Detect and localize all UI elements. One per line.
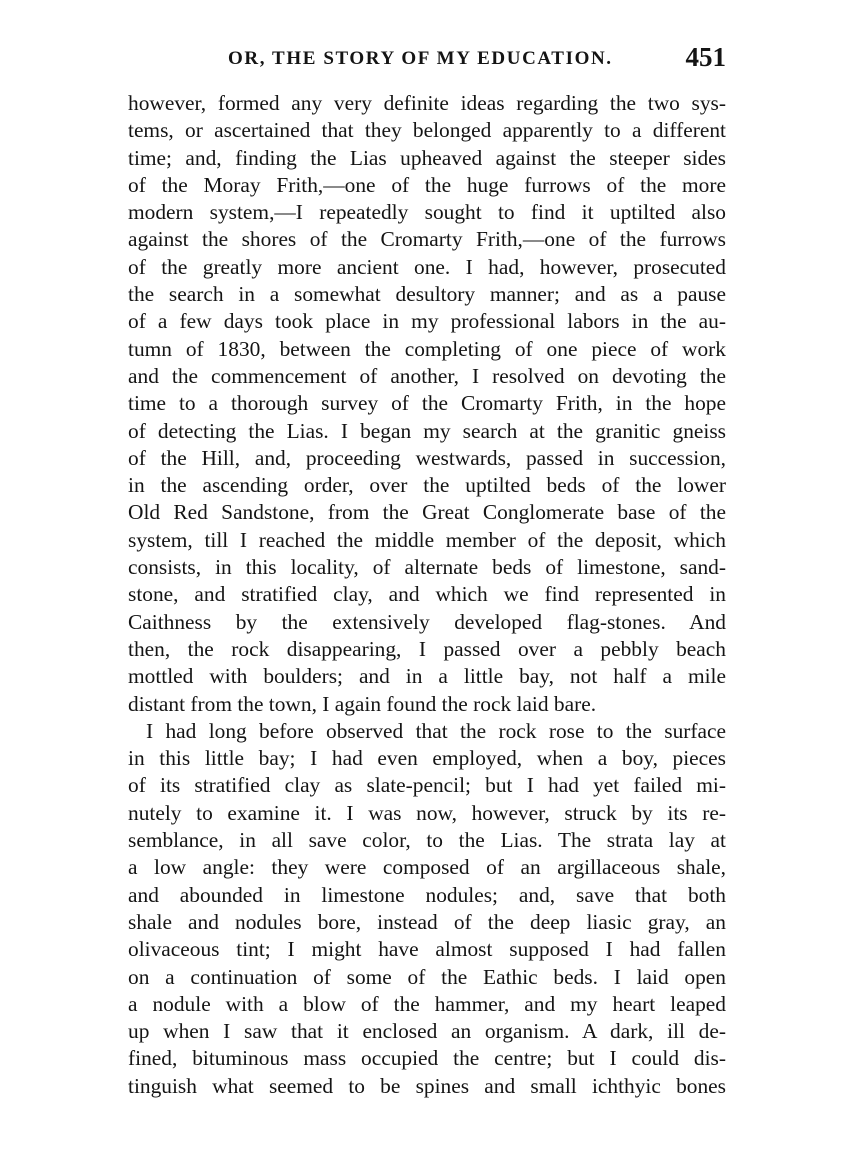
text-line: time; and, finding the Lias upheaved against the steeper sides [128, 145, 726, 170]
text-line: of the Hill, and, proceeding westwards, passed in succession, [128, 445, 726, 470]
text-line: of the Moray Frith,—one of the huge furrows of the more [128, 172, 726, 197]
text-line: I had long before observed that the rock rose to the surface [146, 718, 726, 743]
text-line: time to a thorough survey of the Cromarty Frith, in the hope [128, 391, 726, 416]
running-title: OR, THE STORY OF MY EDUCATION. [228, 48, 613, 69]
paragraph-2 [128, 718, 726, 1100]
text-line: up when I saw that it enclosed an organism. A dark, ill de- [128, 1019, 726, 1044]
text-line: Old Red Sandstone, from the Great Conglomerate base of the [128, 500, 726, 525]
text-line: of detecting the Lias. I began my search at the granitic gneiss [128, 418, 726, 443]
text-line: and the commencement of another, I resolved on devoting the [128, 363, 726, 388]
text-line: nutely to examine it. I was now, however, struck by its re- [128, 800, 726, 825]
text-line: Caithness by the extensively developed flag-stones. And [128, 609, 726, 634]
text-line: of its stratified clay as slate-pencil; but I had yet failed mi- [128, 773, 726, 798]
text-line: a low angle: they were composed of an argillaceous shale, [128, 855, 726, 880]
text-line: against the shores of the Cromarty Frith,—one of the furrows [128, 227, 726, 252]
text-line: the search in a somewhat desultory manner; and as a pause [128, 282, 726, 307]
text-line: stone, and stratified clay, and which we find represented in [128, 582, 726, 607]
text-line: system, till I reached the middle member of the deposit, which [128, 527, 726, 552]
text-line: tems, or ascertained that they belonged apparently to a different [128, 118, 726, 143]
running-head [128, 44, 726, 78]
text-line: semblance, in all save color, to the Lias. The strata lay at [128, 828, 726, 853]
text-line: mottled with boulders; and in a little bay, not half a mile [128, 664, 726, 689]
page-number: 451 [685, 42, 726, 72]
text-line: distant from the town, I again found the rock laid bare. [128, 691, 597, 716]
text-line: fined, bituminous mass occupied the centre; but I could dis- [128, 1046, 726, 1071]
text-line: on a continuation of some of the Eathic beds. I laid open [128, 964, 726, 989]
text-line: tinguish what seemed to be spines and small ichthyic bones [128, 1073, 726, 1098]
text-line: tumn of 1830, between the completing of one piece of work [128, 336, 726, 361]
text-line: of the greatly more ancient one. I had, however, prosecuted [128, 254, 726, 279]
text-line: olivaceous tint; I might have almost supposed I had fallen [128, 937, 726, 962]
text-line: shale and nodules bore, instead of the deep liasic gray, an [128, 909, 726, 934]
text-line: then, the rock disappearing, I passed over a pebbly beach [128, 636, 726, 661]
text-line: modern system,—I repeatedly sought to find it uptilted also [128, 200, 726, 225]
text-line: a nodule with a blow of the hammer, and my heart leaped [128, 991, 726, 1016]
text-line: in this little bay; I had even employed, when a boy, pieces [128, 746, 726, 771]
text-line: of a few days took place in my professional labors in the au- [128, 309, 726, 334]
paragraph-1 [128, 90, 726, 718]
body-text [128, 90, 726, 1100]
text-line: however, formed any very definite ideas regarding the two sys- [128, 91, 726, 115]
text-line: consists, in this locality, of alternate beds of limestone, sand- [128, 555, 726, 580]
text-line: and abounded in limestone nodules; and, save that both [128, 882, 726, 907]
text-line: in the ascending order, over the uptilted beds of the lower [128, 473, 726, 498]
